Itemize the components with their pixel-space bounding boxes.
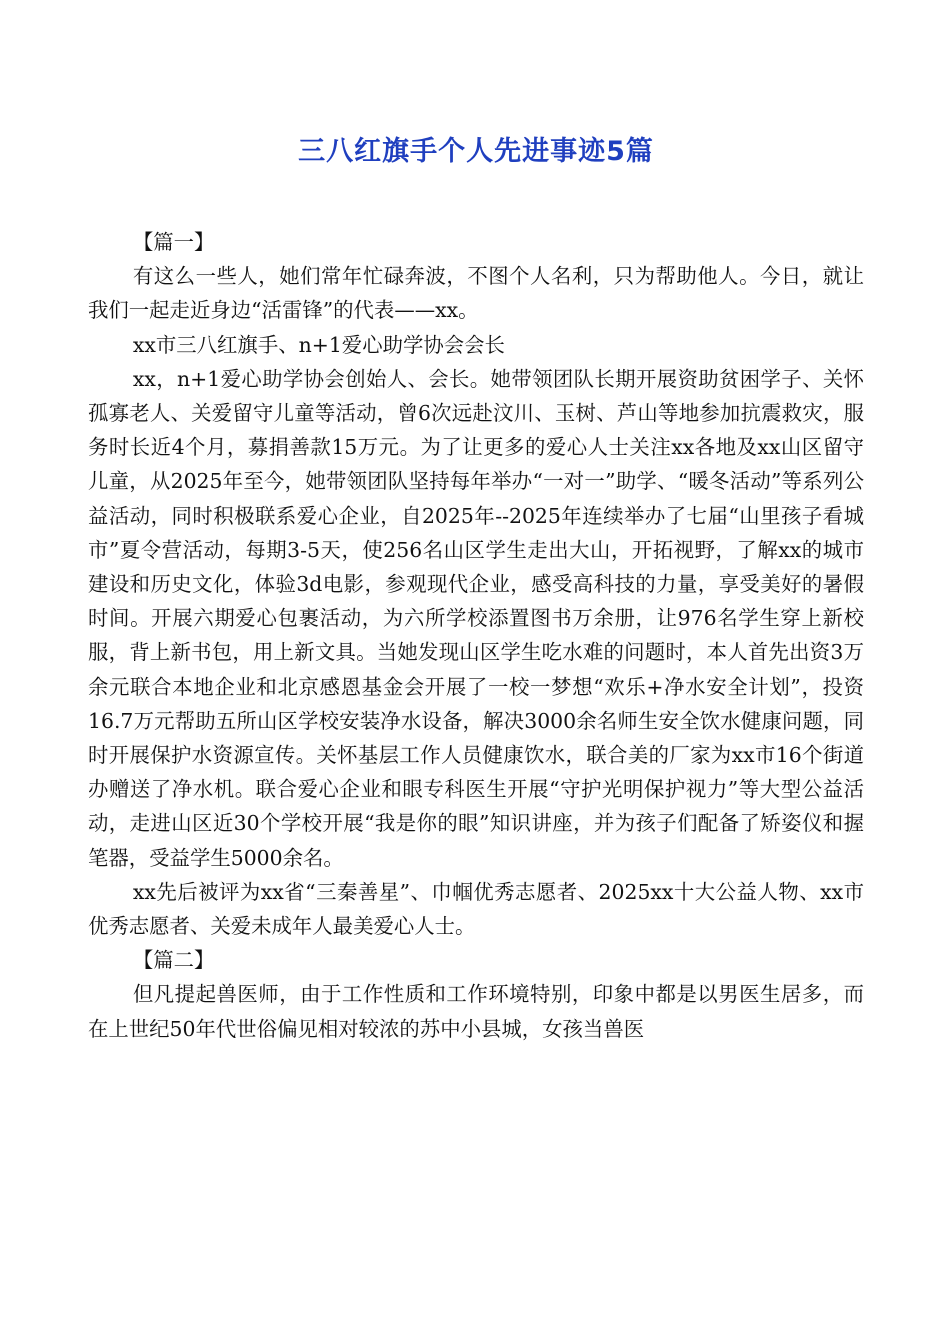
paragraph: xx先后被评为xx省“三秦善星”、巾帼优秀志愿者、2025xx十大公益人物、xx市优秀志愿者、关爱未成年人最美爱心人士。 bbox=[88, 879, 864, 939]
paragraph: xx，n+1爱心助学协会创始人、会长。她带领团队长期开展资助贫困学子、关怀孤寡老人、关爱留守儿童等活动，曾6次远赴汶川、玉树、芦山等地参加抗震救灾，服务时长近4个月，募捐善款15万元。为了让更多的爱心人士关注xx各地及xx山区留守儿童，从2025年至今，她带领团队坚持每年举办“一对一”助学、“暖冬活动”等系列公益活动，同时积极联系爱心企业，自2025年--2025年连续举办了七届“山里孩子看城市”夏令营活动，每期3-5天，使256名山区学生走出大山，开拓视野，了解xx的城市建设和历史文化，体验3d电影，参观现代企业，感受高科技的力量，享受美好的暑假时间。开展六期爱心包裹活动，为六所学校添置图书万余册，让976名学生穿上新校服，背上新书包，用上新文具。当她发现山区学生吃水难的问题时，本人首先出资3万余元联合本地企业和北京感恩基金会开展了一校一梦想“欢乐+净水安全计划”，投资16.7万元帮助五所山区学校安装净水设备，解决3000余名师生安全饮水健康问题，同时开展保护水资源宣传。关怀基层工作人员健康饮水，联合美的厂家为xx市16个街道办赠送了净水机。联合爱心企业和眼专科医生开展“守护光明保护视力”等大型公益活动，走进山区近30个学校开展“我是你的眼”知识讲座，并为孩子们配备了矫姿仪和握笔器，受益学生5000余名。 bbox=[88, 366, 864, 870]
paragraph: xx市三八红旗手、n+1爱心助学协会会长 bbox=[132, 332, 505, 357]
paragraph: 但凡提起兽医师，由于工作性质和工作环境特别，印象中都是以男医生居多，而在上世纪50年代世俗偏见相对较浓的苏中小县城，女孩当兽医 bbox=[88, 982, 864, 1041]
section-heading-2: 【篇二】 bbox=[132, 948, 215, 973]
section-heading-1: 【篇一】 bbox=[132, 230, 215, 254]
document-body bbox=[88, 225, 864, 1046]
paragraph: 有这么一些人，她们常年忙碌奔波，不图个人名利，只为帮助他人。今日，就让我们一起走近身边“活雷锋”的代表——xx。 bbox=[88, 264, 864, 323]
document-title: 三八红旗手个人先进事迹5篇 bbox=[298, 136, 654, 167]
